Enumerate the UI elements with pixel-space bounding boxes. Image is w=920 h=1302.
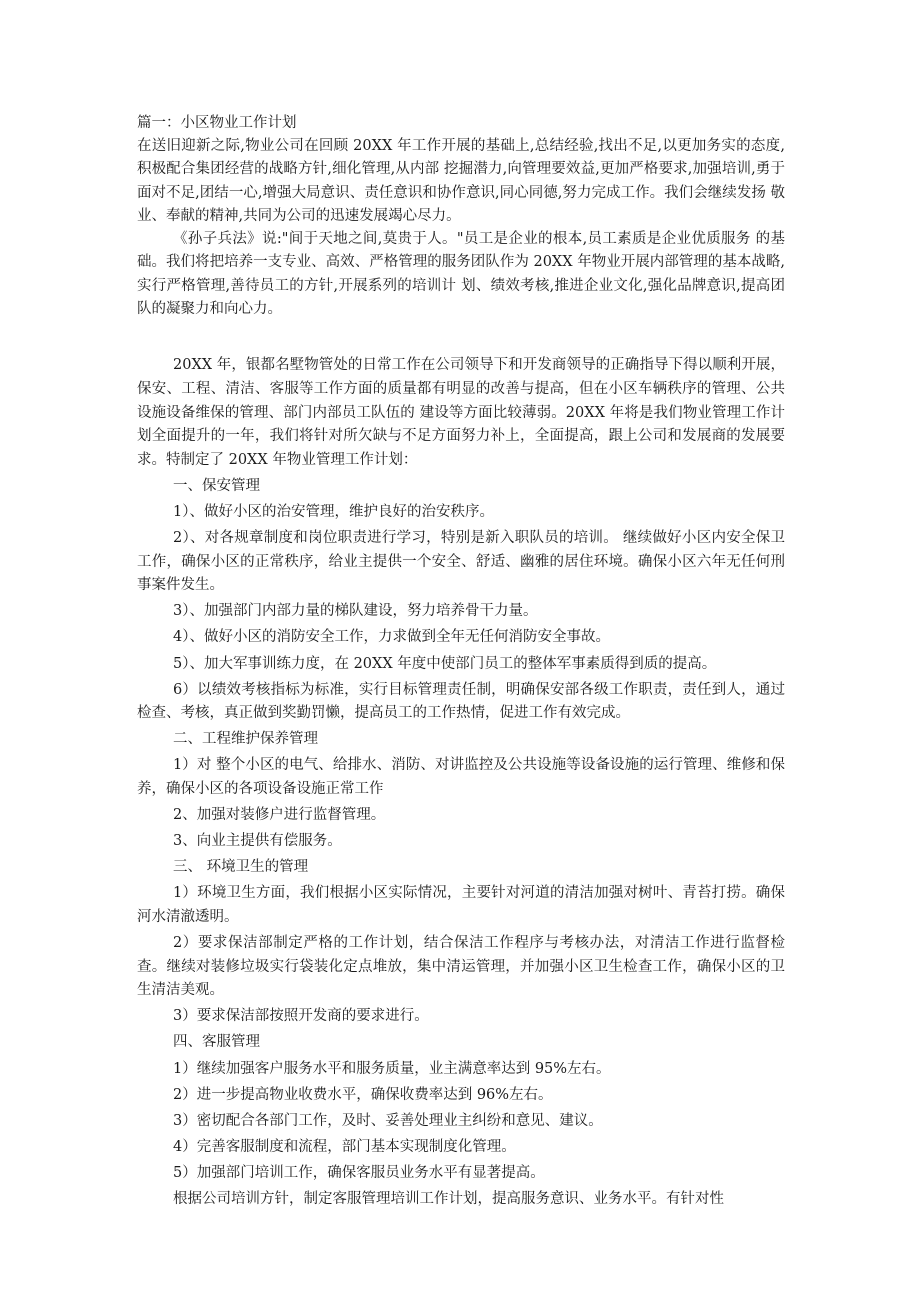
plan-section	[137, 354, 785, 1211]
paragraph: 2、加强对装修户进行监督管理。	[173, 807, 386, 824]
document-title: 篇一：小区物业工作计划	[137, 115, 297, 131]
paragraph: 3）要求保洁部按照开发商的要求进行。	[173, 1008, 429, 1025]
paragraph: 四、客服管理	[173, 1034, 260, 1051]
paragraph: 4）、做好小区的消防安全工作，力求做到全年无任何消防安全事故。	[173, 629, 610, 646]
paragraph: 20XX 年，银都名墅物管处的日常工作在公司领导下和开发商领导的正确指导下得以顺利开展，保安、工程、清洁、客服等工作方面的质量都有明显的改善与提高，但在小区车辆秩序的管理、公共设施设备维保的管理、部门内部员工队伍的 建设等方面比较薄弱。20XX 年将是我们物业管理工作计划全面提升的一年，我们将针对所欠缺与不足方面努力补上，全面提高，跟上公司和发展商的发展要求。特制定了 20XX 年物业管理工作计划：	[137, 357, 785, 468]
paragraph: 1）环境卫生方面，我们根据小区实际情况，主要针对河道的清洁加强对树叶、青苔打捞。确保河水清澈透明。	[137, 885, 785, 925]
document-body	[137, 112, 785, 1214]
paragraph: 4）完善客服制度和流程，部门基本实现制度化管理。	[173, 1138, 516, 1155]
paragraph: 3）密切配合各部门工作，及时、妥善处理业主纠纷和意见、建议。	[173, 1112, 603, 1129]
paragraph: 2）进一步提高物业收费水平，确保收费率达到 96%左右。	[173, 1086, 553, 1103]
paragraph: 一、保安管理	[173, 477, 260, 494]
paragraph: 6）以绩效考核指标为标准，实行目标管理责任制，明确保安部各级工作职责，责任到人，通过检查、考核，真正做到奖勤罚懒，提高员工的工作热情，促进工作有效完成。	[137, 681, 785, 722]
paragraph: 5）加强部门培训工作，确保客服员业务水平有显著提高。	[173, 1164, 545, 1181]
paragraph: 3、向业主提供有偿服务。	[173, 833, 342, 850]
paragraph: 《孙子兵法》说:"间于天地之间,莫贵于人。"员工是企业的根本,员工素质是企业优质服务 的基础。我们将把培养一支专业、高效、严格管理的服务团队作为 20XX 年物业开展内部管理的基本战略,实行严格管理,善待员工的方针,开展系列的培训计 划、绩效考核,推进企业文化,强化品牌意识,提高团队的凝聚力和向心力。	[137, 231, 785, 318]
paragraph: 2）要求保洁部制定严格的工作计划，结合保洁工作程序与考核办法，对清洁工作进行监督检查。继续对装修垃圾实行袋装化定点堆放，集中清运管理，并加强小区卫生检查工作，确保小区的卫生清洁美观。	[137, 935, 785, 999]
paragraph: 二、工程维护保养管理	[173, 731, 318, 748]
section-gap	[137, 321, 785, 354]
paragraph: 1）对 整个小区的电气、给排水、消防、对讲监控及公共设施等设备设施的运行管理、维修和保养，确保小区的各项设备设施正常工作	[137, 757, 785, 797]
paragraph: 2）、对各规章制度和岗位职责进行学习，特别是新入职队员的培训。 继续做好小区内安全保卫工作，确保小区的正常秩序，给业主提供一个安全、舒适、幽雅的居住环境。确保小区六年无任何刑事案件发生。	[137, 530, 785, 594]
paragraph: 3）、加强部门内部力量的梯队建设，努力培养骨干力量。	[173, 603, 538, 620]
paragraph: 1）、做好小区的治安管理，维护良好的治安秩序。	[173, 503, 494, 520]
paragraph: 三、 环境卫生的管理	[173, 859, 309, 876]
intro-section	[137, 135, 785, 321]
paragraph: 在送旧迎新之际,物业公司在回顾 20XX 年工作开展的基础上,总结经验,找出不足,以更加务实的态度,积极配合集团经营的战略方针,细化管理,从内部 挖掘潜力,向管理要效益,更加严格要求,加强培训,勇于面对不足,团结一心,增强大局意识、责任意识和协作意识,同心同德,努力完成工作。我们会继续发扬 敬业、奉献的精神,共同为公司的迅速发展竭心尽力。	[137, 138, 785, 224]
paragraph: 1）继续加强客户服务水平和服务质量，业主满意率达到 95%左右。	[173, 1060, 611, 1077]
paragraph: 5）、加大军事训练力度，在 20XX 年度中使部门员工的整体军事素质得到质的提高。	[173, 655, 717, 672]
paragraph: 根据公司培训方针，制定客服管理培训工作计划，提高服务意识、业务水平。有针对性	[173, 1190, 724, 1207]
